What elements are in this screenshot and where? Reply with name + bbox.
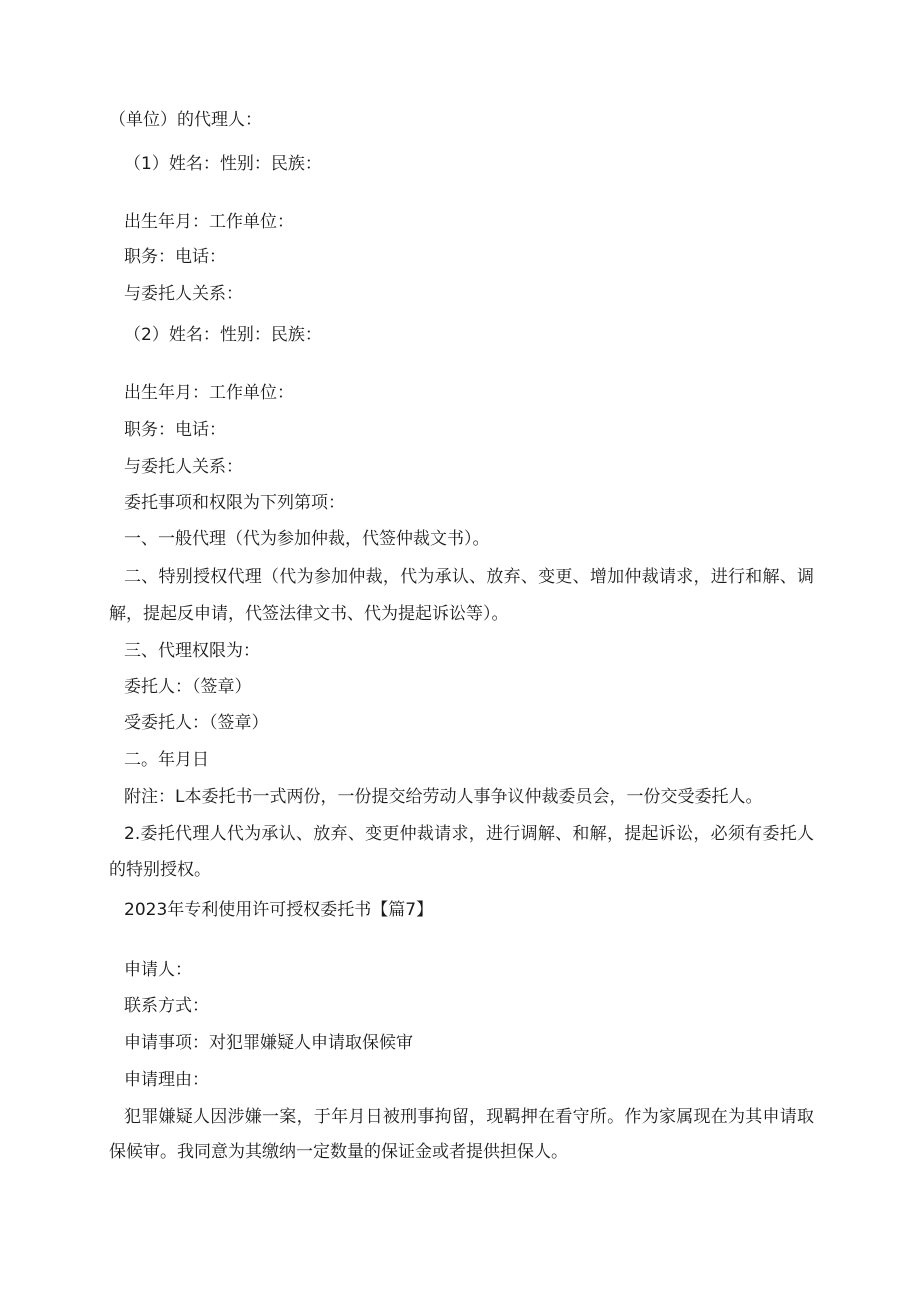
agent-1-birth-line: 出生年月：工作单位： <box>124 212 294 232</box>
applicant-line: 申请人： <box>124 960 192 980</box>
note-item-2-line-1: 2.委托代理人代为承认、放弃、变更仲裁请求，进行调解、和解，提起诉讼，必须有委托人 <box>124 824 814 844</box>
authority-heading: 委托事项和权限为下列第项： <box>124 493 345 513</box>
note-item-1: 附注：L本委托书一式两份，一份提交给劳动人事争议仲裁委员会，一份交受委托人。 <box>124 787 763 807</box>
general-agency-item: 一、一般代理（代为参加仲裁，代签仲裁文书）。 <box>124 529 490 549</box>
application-matter-line: 申请事项：对犯罪嫌疑人申请取保候审 <box>124 1033 413 1053</box>
agent-unit-heading: （单位）的代理人： <box>109 110 262 130</box>
agent-2-relation-line: 与委托人关系： <box>124 457 243 477</box>
agent-1-relation-line: 与委托人关系： <box>124 284 243 304</box>
special-agency-item-line-2: 解，提起反申请，代签法律文书、代为提起诉讼等）。 <box>109 604 509 624</box>
agent-signature-line: 受委托人：（签章） <box>124 713 269 733</box>
date-line: 二。年月日 <box>124 750 209 770</box>
contact-line: 联系方式： <box>124 996 209 1016</box>
agent-2-name-line: （2）姓名：性别：民族： <box>124 325 322 345</box>
agent-1-name-line: （1）姓名：性别：民族： <box>124 154 322 174</box>
note-item-2-line-2: 的特别授权。 <box>109 860 211 880</box>
principal-signature-line: 委托人：（签章） <box>124 677 252 697</box>
reason-paragraph-line-1: 犯罪嫌疑人因涉嫌一案，于年月日被刑事拘留，现羁押在看守所。作为家属现在为其申请取 <box>124 1107 814 1127</box>
agent-2-birth-line: 出生年月：工作单位： <box>124 383 294 403</box>
section-heading: 2023年专利使用许可授权委托书【篇7】 <box>124 900 434 920</box>
agent-2-duty-line: 职务：电话： <box>124 420 226 440</box>
application-reason-heading: 申请理由： <box>124 1070 209 1090</box>
special-agency-item-line-1: 二、特别授权代理（代为参加仲裁，代为承认、放弃、变更、增加仲裁请求，进行和解、调 <box>124 567 814 587</box>
agency-limit-item: 三、代理权限为： <box>124 641 260 661</box>
reason-paragraph-line-2: 保候审。我同意为其缴纳一定数量的保证金或者提供担保人。 <box>109 1142 568 1162</box>
agent-1-duty-line: 职务：电话： <box>124 247 226 267</box>
